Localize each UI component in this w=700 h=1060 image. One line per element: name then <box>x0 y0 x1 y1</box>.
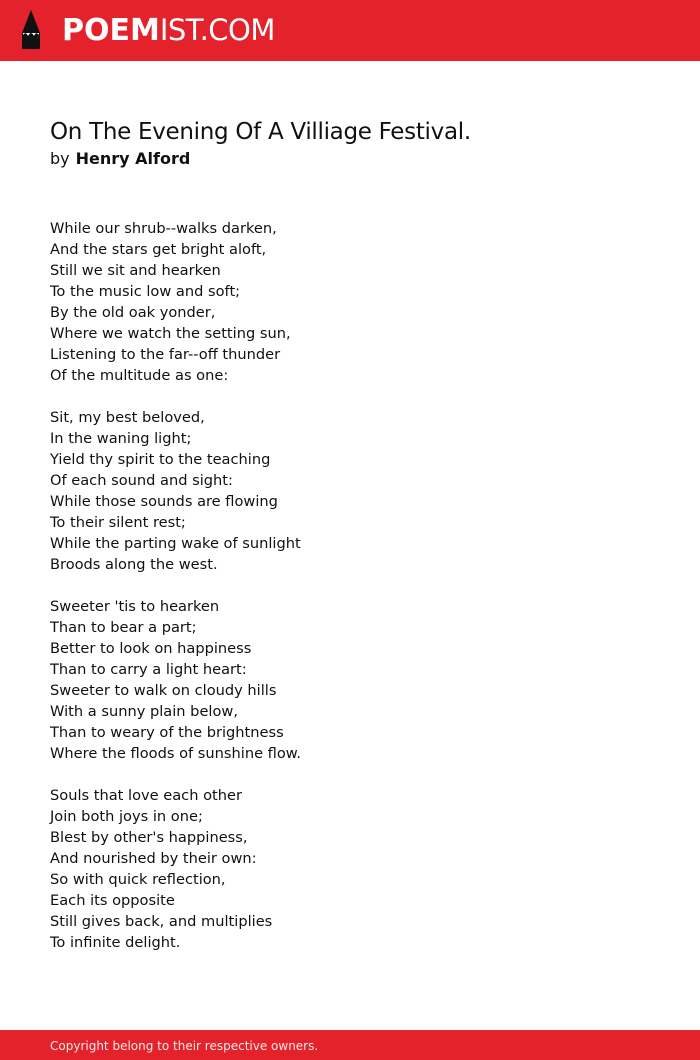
poem-line: So with quick reflection, <box>50 871 226 888</box>
site-header <box>0 0 700 61</box>
poem-line: While our shrub--walks darken, <box>50 220 277 237</box>
logo-light-text: IST.COM <box>159 13 275 47</box>
logo-bold-text: POEM <box>62 13 160 48</box>
poem-line: With a sunny plain below, <box>50 703 238 720</box>
poem-line: Each its opposite <box>50 892 175 909</box>
poem-line: Than to carry a light heart: <box>50 661 247 678</box>
poem-line: Better to look on happiness <box>50 640 252 657</box>
poem-line: Sit, my best beloved, <box>50 409 205 426</box>
poem-line: Where we watch the setting sun, <box>50 325 291 342</box>
poem-line: Souls that love each other <box>50 787 242 804</box>
poem-line: To their silent rest; <box>50 514 186 531</box>
copyright-notice: Copyright belong to their respective owners. <box>50 1039 319 1053</box>
poem-line: Of each sound and sight: <box>50 472 233 489</box>
poem-line: By the old oak yonder, <box>50 304 216 321</box>
poem-line: And the stars get bright aloft, <box>50 241 267 258</box>
poem-title: On The Evening Of A Villiage Festival. <box>50 119 471 145</box>
stanza <box>50 218 301 386</box>
poem-body <box>50 218 301 974</box>
stanza <box>50 596 301 764</box>
poem-line: Broods along the west. <box>50 556 218 573</box>
poem-line: To infinite delight. <box>50 934 181 951</box>
poem-line: Still gives back, and multiplies <box>50 913 273 930</box>
by-label: by <box>50 149 70 168</box>
poem-line: Blest by other's happiness, <box>50 829 248 846</box>
poem-line: In the waning light; <box>50 430 192 447</box>
byline <box>50 148 190 170</box>
poem-line: And nourished by their own: <box>50 850 257 867</box>
poem-line: Listening to the far--off thunder <box>50 346 281 363</box>
poem-line: Of the multitude as one: <box>50 367 229 384</box>
poem-line: Than to weary of the brightness <box>50 724 284 741</box>
poem-line: Join both joys in one; <box>50 808 203 825</box>
poem-line: While those sounds are flowing <box>50 493 278 510</box>
poem-line: While the parting wake of sunlight <box>50 535 301 552</box>
stanza <box>50 785 301 953</box>
poem-line: Yield thy spirit to the teaching <box>50 451 271 468</box>
poem-line: Sweeter to walk on cloudy hills <box>50 682 277 699</box>
stanza <box>50 407 301 575</box>
author-name[interactable]: Henry Alford <box>75 149 191 168</box>
poem-line: Sweeter 'tis to hearken <box>50 598 220 615</box>
poem-line: Where the floods of sunshine flow. <box>50 745 302 762</box>
site-logo[interactable] <box>62 11 275 50</box>
poem-line: Still we sit and hearken <box>50 262 221 279</box>
site-footer <box>0 1030 700 1060</box>
pencil-tip-icon[interactable] <box>18 9 44 51</box>
poem-line: To the music low and soft; <box>50 283 241 300</box>
poem-line: Than to bear a part; <box>50 619 197 636</box>
